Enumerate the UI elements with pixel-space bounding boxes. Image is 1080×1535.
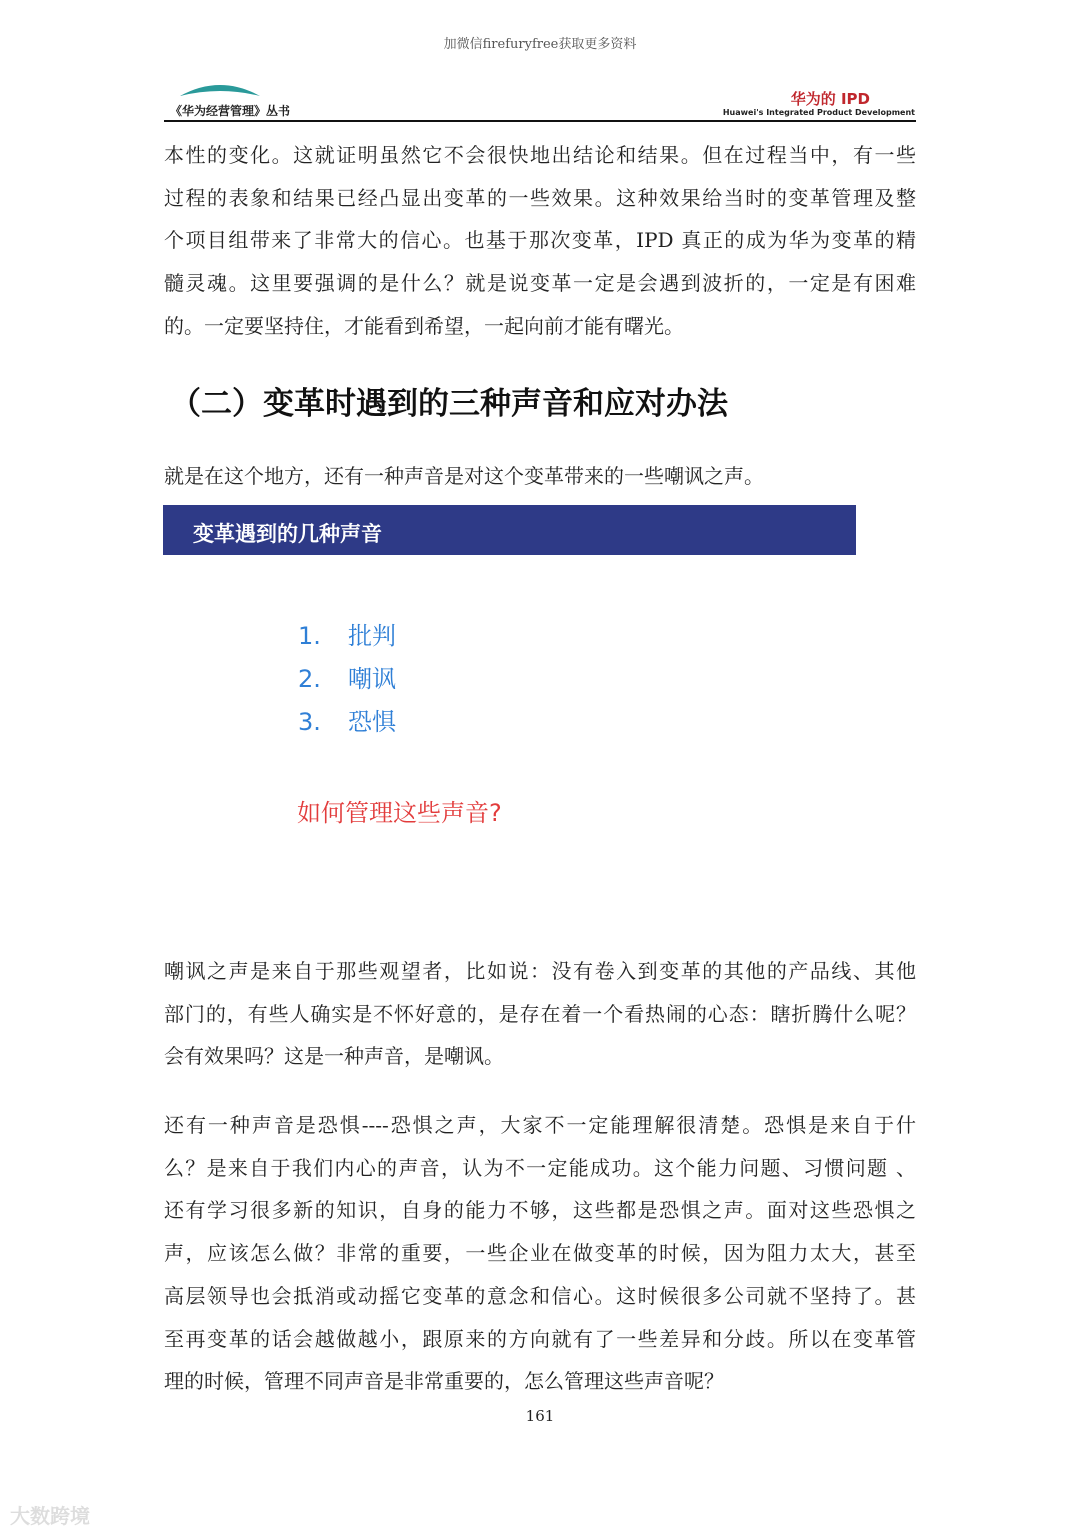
text-line: 部门的，有些人确实是不怀好意的，是存在着一个看热闹的心态：瞎折腾什么呢？: [164, 1001, 916, 1026]
list-text: 嘲讽: [348, 665, 396, 693]
text-line: 会有效果吗？这是一种声音，是嘲讽。: [164, 1044, 504, 1069]
series-title: 《华为经营管理》丛书: [170, 104, 291, 118]
list-text: 恐惧: [348, 708, 396, 736]
book-subtitle: Huawei's Integrated Product Development: [722, 108, 915, 117]
text-line: 就是在这个地方，还有一种声音是对这个变革带来的一些嘲讽之声。: [164, 464, 764, 488]
watermark-text: 加微信firefuryfree获取更多资料: [443, 37, 637, 52]
book-title: 华为的 IPD: [790, 90, 870, 108]
text-line: 还有一种声音是恐惧----恐惧之声，大家不一定能理解很清楚。恐惧是来自于什: [164, 1113, 916, 1137]
slide-title: 变革遇到的几种声音: [193, 522, 382, 546]
text-line: 还有学习很多新的知识，自身的能力不够，这些都是恐惧之声。面对这些恐惧之: [164, 1198, 916, 1223]
section-heading: （二）变革时遇到的三种声音和应对办法: [170, 386, 728, 422]
list-item: [298, 659, 396, 694]
page-number: 161: [525, 1407, 555, 1425]
header-rule: [164, 120, 916, 122]
list-number: 2.: [298, 665, 321, 693]
list-number: 3.: [298, 708, 321, 736]
text-line: 嘲讽之声是来自于那些观望者，比如说：没有卷入到变革的其他的产品线、其他: [164, 959, 916, 983]
text-line: 本性的变化。这就证明虽然它不会很快地出结论和结果。但在过程当中，有一些: [164, 143, 916, 167]
text-line: 的。一定要坚持住，才能看到希望，一起向前才能有曙光。: [164, 313, 684, 338]
list-number: 1.: [298, 622, 321, 650]
brand-watermark: 大数跨境: [10, 1504, 90, 1528]
list-item: [298, 616, 396, 651]
text-line: 髓灵魂。这里要强调的是什么？就是说变革一定是会遇到波折的，一定是有困难: [164, 271, 916, 296]
list-item: [298, 702, 396, 737]
text-line: 声，应该怎么做？非常的重要，一些企业在做变革的时候，因为阻力太大，甚至: [164, 1241, 916, 1266]
text-line: 高层领导也会抵消或动摇它变革的意念和信心。这时候很多公司就不坚持了。甚: [164, 1283, 916, 1308]
list-text: 批判: [348, 622, 396, 650]
book-series-logo-icon: [180, 80, 260, 98]
text-line: 理的时候，管理不同声音是非常重要的，怎么管理这些声音呢？: [164, 1369, 724, 1394]
slide-question: 如何管理这些声音?: [297, 799, 502, 827]
text-line: 么？是来自于我们内心的声音，认为不一定能成功。这个能力问题、习惯问题 、: [164, 1155, 916, 1180]
text-line: 过程的表象和结果已经凸显出变革的一些效果。这种效果给当时的变革管理及整: [164, 185, 916, 210]
text-line: 至再变革的话会越做越小，跟原来的方向就有了一些差异和分歧。所以在变革管: [164, 1326, 916, 1351]
slide-title-bar: [163, 505, 856, 555]
text-line: 个项目组带来了非常大的信心。也基于那次变革，IPD 真正的成为华为变革的精: [164, 228, 916, 253]
